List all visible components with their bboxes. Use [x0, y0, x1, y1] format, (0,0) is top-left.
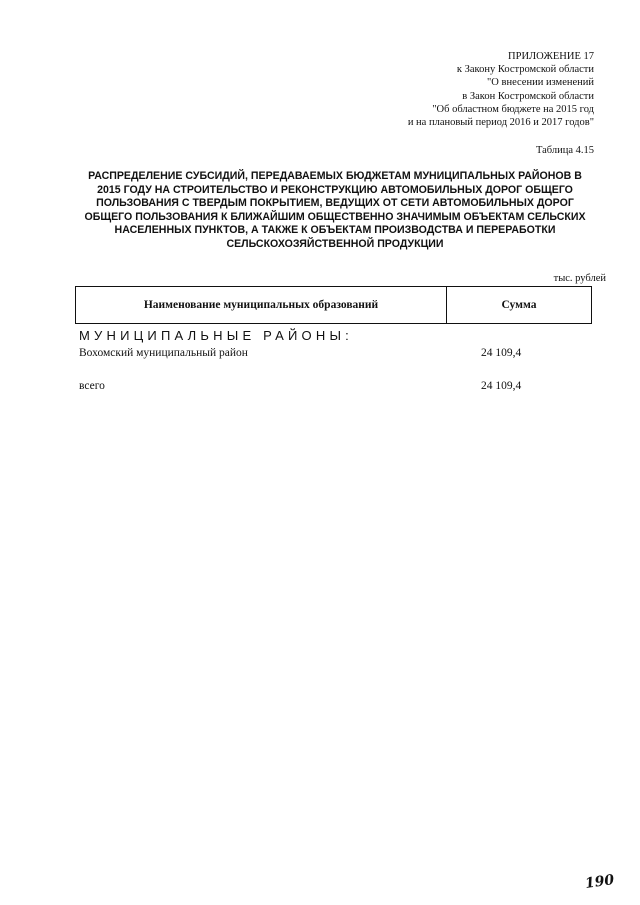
total-row — [79, 380, 592, 396]
header-sum-column: Сумма — [501, 299, 537, 311]
table-header — [75, 286, 592, 324]
table-row — [79, 347, 592, 363]
handwritten-page-number: 190 — [583, 872, 615, 892]
table-number: Таблица 4.15 — [535, 145, 594, 156]
title-line: ПОЛЬЗОВАНИЯ С ТВЕРДЫМ ПОКРЫТИЕМ, ВЕДУЩИХ ОТ СЕТИ АВТОМОБИЛЬНЫХ ДОРОГ — [96, 197, 574, 210]
appendix-header — [408, 50, 594, 129]
appendix-line: и на плановый период 2016 и 2017 годов" — [407, 117, 594, 129]
section-label: МУНИЦИПАЛЬНЫЕ РАЙОНЫ: — [79, 328, 353, 343]
title-line: 2015 ГОДУ НА СТРОИТЕЛЬСТВО И РЕКОНСТРУКЦИЮ АВТОМОБИЛЬНЫХ ДОРОГ ОБЩЕГО — [97, 183, 573, 196]
appendix-line: в Закон Костромской области — [462, 90, 594, 102]
appendix-line: ПРИЛОЖЕНИЕ 17 — [508, 51, 594, 62]
title-line: РАСПРЕДЕЛЕНИЕ СУБСИДИЙ, ПЕРЕДАВАЕМЫХ БЮДЖЕТАМ МУНИЦИПАЛЬНЫХ РАЙОНОВ В — [88, 170, 582, 182]
total-sum: 24 109,4 — [481, 380, 522, 392]
header-name-column: Наименование муниципальных образований — [76, 287, 447, 323]
title-line: СЕЛЬСКОХОЗЯЙСТВЕННОЙ ПРОДУКЦИИ — [226, 237, 444, 250]
document-title — [70, 170, 600, 252]
appendix-line: "О внесении изменений — [487, 77, 594, 89]
units-label: тыс. рублей — [553, 273, 606, 284]
row-name: Вохомский муниципальный район — [79, 347, 248, 359]
total-label: всего — [79, 380, 105, 392]
appendix-line: к Закону Костромской области — [456, 64, 594, 76]
title-line: НАСЕЛЕННЫХ ПУНКТОВ, А ТАКЖЕ К ОБЪЕКТАМ ПРОИЗВОДСТВА И ПЕРЕРАБОТКИ — [114, 224, 556, 237]
title-line: ОБЩЕГО ПОЛЬЗОВАНИЯ К БЛИЖАЙШИМ ОБЩЕСТВЕННО ЗНАЧИМЫМ ОБЪЕКТАМ СЕЛЬСКИХ — [84, 210, 586, 223]
row-sum: 24 109,4 — [481, 347, 522, 359]
appendix-line: "Об областном бюджете на 2015 год — [432, 103, 594, 115]
